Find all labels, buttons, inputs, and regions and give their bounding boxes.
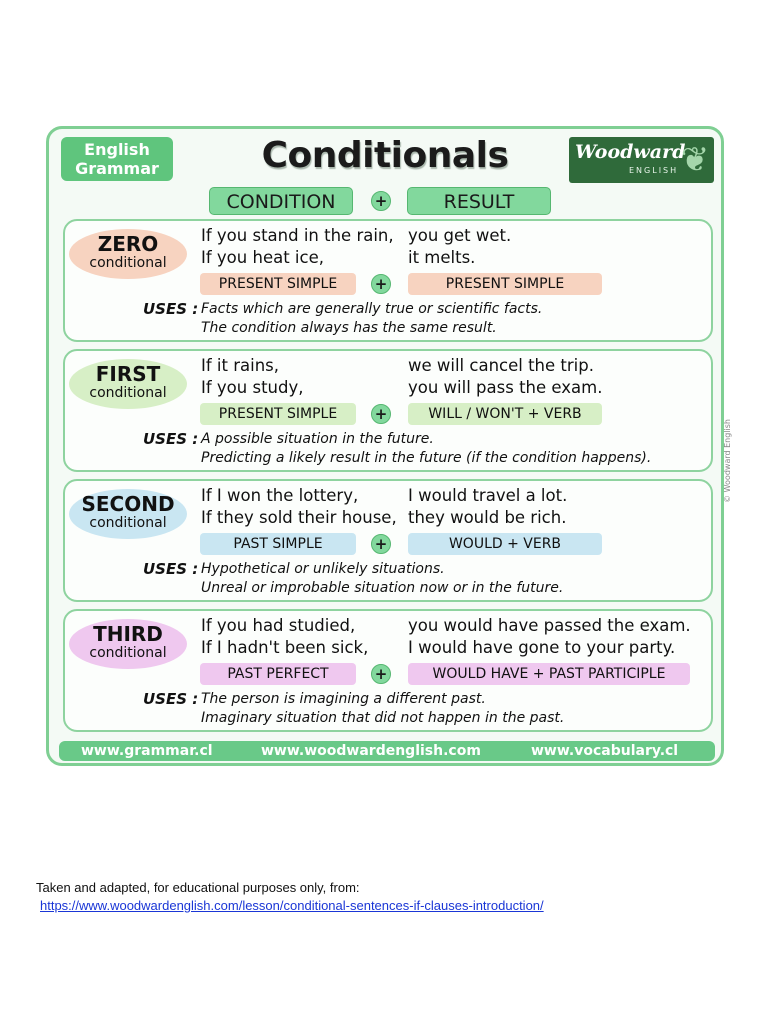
condition-example-1: If I won the lottery, bbox=[201, 486, 359, 505]
use-line-2: The condition always has the same result. bbox=[201, 320, 497, 336]
conditional-row-third bbox=[63, 609, 713, 732]
conditional-name: ZERO bbox=[97, 232, 159, 256]
woodward-logo bbox=[569, 137, 714, 183]
conditional-type-badge bbox=[69, 619, 187, 669]
tense-plus: + bbox=[371, 404, 391, 424]
page-title: Conditionals bbox=[261, 135, 509, 176]
result-example-1: we will cancel the trip. bbox=[408, 356, 594, 375]
credit-text: Taken and adapted, for educational purposes only, from: bbox=[36, 880, 360, 895]
result-tense-pill: WILL / WON'T + VERB bbox=[408, 403, 602, 425]
result-example-1: you get wet. bbox=[408, 226, 512, 245]
condition-example-2: If I hadn't been sick, bbox=[201, 638, 369, 657]
condition-tense-pill: PAST SIMPLE bbox=[200, 533, 356, 555]
conditional-sub: conditional bbox=[89, 515, 167, 531]
use-line-2: Unreal or improbable situation now or in the future. bbox=[201, 580, 564, 596]
result-header: RESULT bbox=[407, 187, 551, 215]
use-line-1: A possible situation in the future. bbox=[201, 431, 434, 447]
result-example-1: you would have passed the exam. bbox=[408, 616, 691, 635]
conditional-row-first bbox=[63, 349, 713, 472]
use-line-1: The person is imagining a different past. bbox=[201, 691, 486, 707]
conditional-type-badge bbox=[69, 229, 187, 279]
condition-tense-pill: PRESENT SIMPLE bbox=[200, 403, 356, 425]
footer-link-vocabulary[interactable]: www.vocabulary.cl bbox=[531, 743, 679, 759]
condition-example-1: If you had studied, bbox=[201, 616, 356, 635]
tense-plus: + bbox=[371, 534, 391, 554]
badge-line1: English bbox=[84, 140, 150, 159]
source-link[interactable]: https://www.woodwardenglish.com/lesson/conditional-sentences-if-clauses-introduction/ bbox=[40, 898, 544, 913]
conditional-sub: conditional bbox=[89, 255, 167, 271]
conditional-name: THIRD bbox=[93, 622, 163, 646]
condition-example-1: If it rains, bbox=[201, 356, 279, 375]
condition-example-2: If they sold their house, bbox=[201, 508, 397, 527]
copyright-note: © Woodward English bbox=[723, 419, 732, 503]
uses-label: USES : bbox=[143, 560, 199, 578]
conditional-name: FIRST bbox=[95, 362, 161, 386]
condition-example-2: If you heat ice, bbox=[201, 248, 324, 267]
conditional-type-badge bbox=[69, 359, 187, 409]
uses-label: USES : bbox=[143, 430, 199, 448]
conditional-name: SECOND bbox=[81, 492, 175, 516]
result-tense-pill: WOULD + VERB bbox=[408, 533, 602, 555]
use-line-2: Predicting a likely result in the future (if the condition happens). bbox=[201, 450, 652, 466]
conditional-row-second bbox=[63, 479, 713, 602]
header-plus: + bbox=[371, 191, 391, 211]
result-example-1: I would travel a lot. bbox=[408, 486, 568, 505]
footer-link-woodward[interactable]: www.woodwardenglish.com bbox=[261, 743, 481, 759]
logo-sub: ENGLISH bbox=[629, 166, 679, 175]
uses-label: USES : bbox=[143, 690, 199, 708]
tense-plus: + bbox=[371, 274, 391, 294]
use-line-2: Imaginary situation that did not happen in the past. bbox=[201, 710, 565, 726]
condition-tense-pill: PAST PERFECT bbox=[200, 663, 356, 685]
result-tense-pill: PRESENT SIMPLE bbox=[408, 273, 602, 295]
conditional-row-zero bbox=[63, 219, 713, 342]
conditional-sub: conditional bbox=[89, 385, 167, 401]
result-tense-pill: WOULD HAVE + PAST PARTICIPLE bbox=[408, 663, 690, 685]
fern-icon: ❦ bbox=[680, 140, 710, 180]
result-example-2: it melts. bbox=[408, 248, 476, 267]
footer-bar bbox=[59, 741, 715, 761]
condition-example-1: If you stand in the rain, bbox=[201, 226, 394, 245]
result-example-2: I would have gone to your party. bbox=[408, 638, 676, 657]
conditional-type-badge bbox=[69, 489, 187, 539]
result-example-2: you will pass the exam. bbox=[408, 378, 603, 397]
conditional-sub: conditional bbox=[89, 645, 167, 661]
use-line-1: Facts which are generally true or scientific facts. bbox=[201, 301, 543, 317]
conditionals-poster bbox=[46, 126, 732, 766]
tense-plus: + bbox=[371, 664, 391, 684]
condition-header: CONDITION bbox=[209, 187, 353, 215]
badge-line2: Grammar bbox=[75, 159, 159, 178]
uses-label: USES : bbox=[143, 300, 199, 318]
result-example-2: they would be rich. bbox=[408, 508, 567, 527]
condition-tense-pill: PRESENT SIMPLE bbox=[200, 273, 356, 295]
footer-link-grammar[interactable]: www.grammar.cl bbox=[81, 743, 213, 759]
logo-name: Woodward bbox=[575, 141, 686, 163]
use-line-1: Hypothetical or unlikely situations. bbox=[201, 561, 445, 577]
condition-example-2: If you study, bbox=[201, 378, 304, 397]
